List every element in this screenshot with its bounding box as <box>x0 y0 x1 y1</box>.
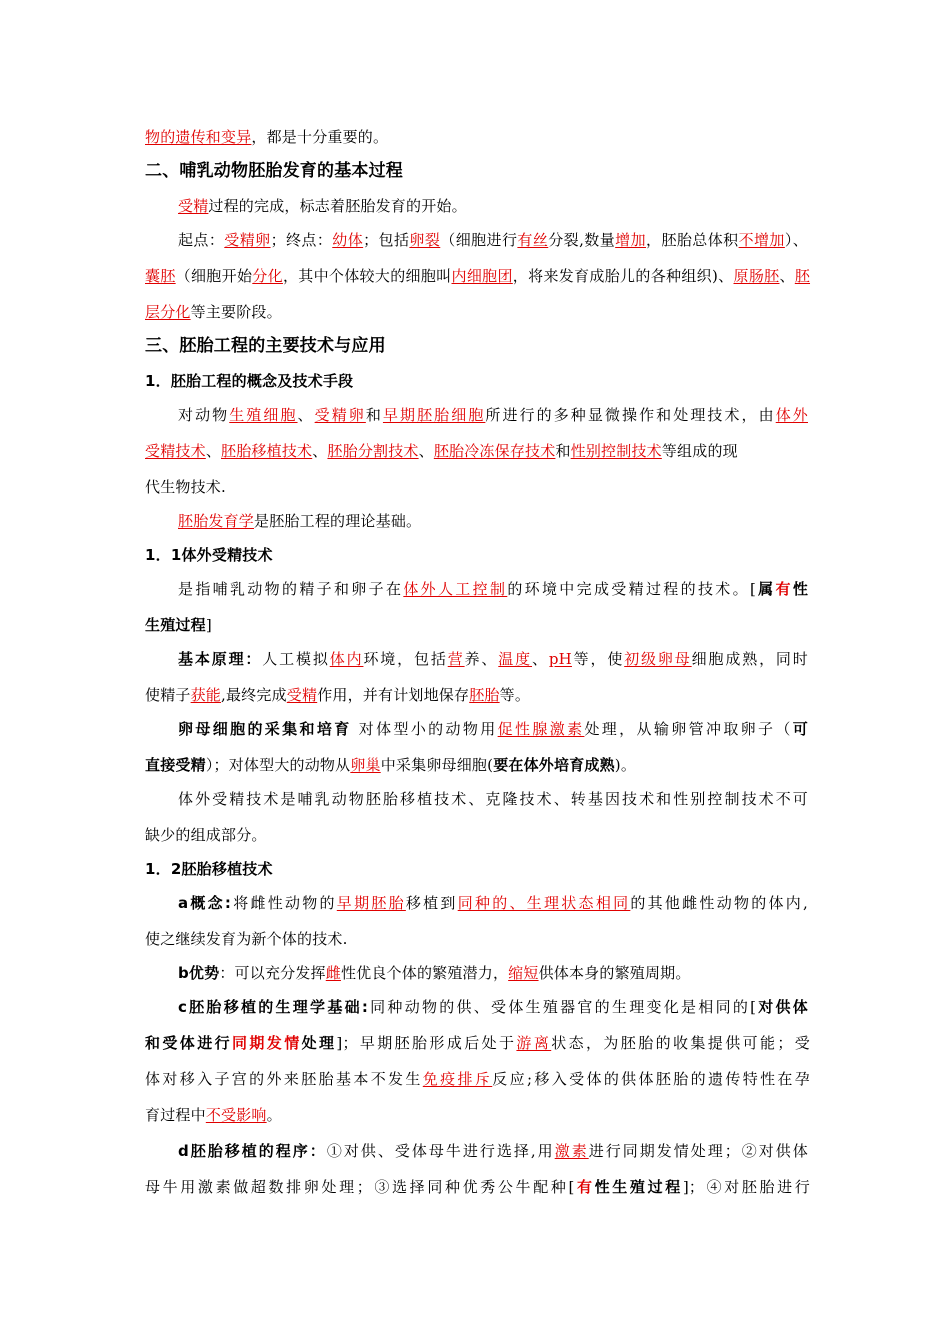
highlighted-term: 雌 <box>325 964 341 982</box>
text-segment: 、 <box>205 442 222 460</box>
text-segment: ，其中个体较大的细胞叫 <box>282 267 452 285</box>
highlighted-term: 促性腺激素 <box>497 720 585 738</box>
text-line-12 <box>178 511 808 531</box>
text-segment: a概念: <box>178 894 232 912</box>
text-segment: 体对移入子宫的外来胚胎基本不发生 <box>145 1070 423 1088</box>
text-segment: 和受体进行 <box>145 1034 232 1052</box>
text-line-27 <box>145 1033 810 1053</box>
text-segment: 、 <box>779 267 795 285</box>
text-segment: 、 <box>532 650 549 668</box>
highlighted-term: 胚胎 <box>469 686 500 704</box>
text-segment: ；终点： <box>270 231 333 249</box>
text-line-16 <box>178 649 808 669</box>
text-segment: 二、哺乳动物胚胎发育的基本过程 <box>145 161 403 181</box>
text-segment: 、 <box>418 442 434 460</box>
text-line-13 <box>145 545 810 565</box>
text-segment: ] <box>205 616 212 634</box>
highlighted-term: 性别控制技术 <box>570 442 662 460</box>
text-line-31 <box>145 1177 810 1197</box>
text-segment: ①对供、受体母牛进行选择,用 <box>326 1142 555 1160</box>
text-segment: （细胞开始 <box>175 267 253 285</box>
text-segment: 直接受精 <box>145 756 206 774</box>
text-line-11 <box>145 477 810 497</box>
text-segment: 人工模拟 <box>262 650 330 668</box>
text-line-17 <box>145 685 810 705</box>
text-segment: 可 <box>792 720 808 738</box>
text-line-26 <box>178 997 808 1017</box>
text-line-19 <box>145 755 810 775</box>
text-segment: 基本原理： <box>178 650 263 668</box>
text-segment: 反应;移入受体的供体胚胎的遗传特性在孕 <box>492 1070 810 1088</box>
text-segment: ，将来发育成胎儿的各种组织)、 <box>512 267 734 285</box>
text-segment: 等。 <box>499 686 531 704</box>
text-segment: 三、胚胎工程的主要技术与应用 <box>145 336 386 356</box>
text-segment: 使之继续发育为新个体的技术. <box>145 930 348 948</box>
text-line-29 <box>145 1105 810 1125</box>
text-segment: 卵母细胞的采集和培育 <box>178 720 352 738</box>
text-segment: b优势 <box>178 964 220 982</box>
highlighted-term: 内细胞团 <box>451 267 513 285</box>
highlighted-term: 囊胚 <box>145 267 176 285</box>
highlighted-term: 营 <box>447 650 465 668</box>
text-segment: 过程的完成，标志着胚胎发育的开始。 <box>208 197 467 215</box>
text-segment: 的其他雌性动物的体内, <box>630 894 808 912</box>
highlighted-term: 游离 <box>516 1034 552 1052</box>
text-segment: 。 <box>266 1106 282 1124</box>
text-segment: 体外受精技术是哺乳动物胚胎移植技术、克隆技术、转基因技术和性别控制技术不可 <box>178 790 808 808</box>
text-segment: 细胞成熟，同时 <box>691 650 808 668</box>
text-segment: 等主要阶段。 <box>190 303 282 321</box>
highlighted-term: 不受影响 <box>205 1106 267 1124</box>
text-segment: ：可以充分发挥 <box>219 964 326 982</box>
text-segment: 对供体 <box>756 998 808 1016</box>
text-line-3 <box>178 196 808 216</box>
text-segment: 使精子 <box>145 686 191 704</box>
text-segment: 和 <box>555 442 571 460</box>
highlighted-term: 有 <box>574 1178 595 1196</box>
highlighted-term: 受精技术 <box>145 442 206 460</box>
text-segment: 中采集卵母细胞( <box>380 756 494 774</box>
highlighted-term: 有 <box>775 580 793 598</box>
text-segment: 和 <box>365 406 383 424</box>
text-segment: 性优良个体的繁殖潜力， <box>340 964 509 982</box>
text-line-8 <box>145 371 810 391</box>
text-segment: 状态，为胚胎的收集提供可能；受 <box>551 1034 810 1052</box>
text-line-28 <box>145 1069 810 1089</box>
text-segment: ]；④对胚胎进行 <box>682 1178 810 1196</box>
text-segment: 对动物 <box>178 406 230 424</box>
text-segment: 的环境中完成受精过程的技术。[ <box>507 580 757 598</box>
text-line-2 <box>145 160 810 182</box>
highlighted-term: 受精卵 <box>314 406 366 424</box>
text-segment: 、 <box>312 442 328 460</box>
text-segment: 要在体外培育成熟 <box>493 756 615 774</box>
text-segment: 代生物技术. <box>145 478 226 496</box>
highlighted-term: 胚胎冷冻保存技术 <box>433 442 556 460</box>
text-segment: 1．2胚胎移植技术 <box>145 860 273 878</box>
text-line-15 <box>145 615 810 635</box>
text-segment: 是指哺乳动物的精子和卵子在 <box>178 580 404 598</box>
text-segment: 处理，从输卵管冲取卵子（ <box>584 720 793 738</box>
highlighted-term: 初级卵母 <box>624 650 692 668</box>
text-segment: 对体型小的动物用 <box>351 720 498 738</box>
text-segment: 育过程中 <box>145 1106 206 1124</box>
text-segment: 供体本身的繁殖周期。 <box>538 964 691 982</box>
text-segment: 进行同期发情处理；②对供体 <box>588 1142 808 1160</box>
text-segment: 将雌性动物的 <box>231 894 337 912</box>
text-segment: )。 <box>614 756 637 774</box>
text-line-18 <box>178 719 808 739</box>
highlighted-term: 早期胚胎 <box>336 894 406 912</box>
highlighted-term: 温度 <box>498 650 533 668</box>
text-segment: ]；早期胚胎形成后处于 <box>336 1034 517 1052</box>
highlighted-term: 层分化 <box>145 303 191 321</box>
text-segment: ,最终完成 <box>221 686 287 704</box>
text-segment: （细胞进行 <box>440 231 518 249</box>
text-segment: 母牛用激素做超数排卵处理；③选择同种优秀公牛配种[ <box>145 1178 575 1196</box>
highlighted-term: pH <box>548 650 572 668</box>
highlighted-term: 卵裂 <box>409 231 441 249</box>
highlighted-term: 胚 <box>794 267 811 285</box>
highlighted-term: 原肠胚 <box>733 267 780 285</box>
text-segment: 缺少的组成部分。 <box>145 826 267 844</box>
text-line-25 <box>178 963 808 983</box>
highlighted-term: 不增加 <box>738 231 785 249</box>
text-segment: 生殖过程 <box>145 616 206 634</box>
text-line-23 <box>178 893 808 913</box>
text-line-7 <box>145 335 810 357</box>
highlighted-term: 早期胚胎细胞 <box>382 406 486 424</box>
highlighted-term: 增加 <box>615 231 647 249</box>
text-segment: 分裂,数量 <box>548 231 616 249</box>
text-segment: 1．1体外受精技术 <box>145 546 273 564</box>
text-line-6 <box>145 302 810 322</box>
text-line-9 <box>178 405 808 425</box>
highlighted-term: 缩短 <box>508 964 539 982</box>
highlighted-term: 有丝 <box>517 231 549 249</box>
text-segment: 性 <box>792 580 809 598</box>
text-line-30 <box>178 1141 808 1161</box>
highlighted-term: 卵巢 <box>350 756 381 774</box>
text-line-24 <box>145 929 810 949</box>
text-segment: c胚胎移植的生理学基础: <box>178 998 369 1016</box>
text-segment: ；包括 <box>363 231 410 249</box>
highlighted-term: 体内 <box>329 650 364 668</box>
highlighted-term: 胚胎移植技术 <box>221 442 313 460</box>
text-segment: 环境，包括 <box>363 650 448 668</box>
text-segment: 等，使 <box>571 650 625 668</box>
text-segment: ，胚胎总体积 <box>646 231 739 249</box>
text-segment: 等组成的现 <box>661 442 738 460</box>
text-segment: d胚胎移植的程序： <box>178 1142 327 1160</box>
highlighted-term: 受精 <box>178 197 209 215</box>
highlighted-term: 激素 <box>554 1142 589 1160</box>
text-segment: 处理 <box>301 1034 337 1052</box>
text-segment: 属 <box>756 580 776 598</box>
text-line-10 <box>145 441 810 461</box>
highlighted-term: 生殖细胞 <box>229 406 298 424</box>
highlighted-term: 受精 <box>286 686 318 704</box>
text-segment: 是胚胎工程的理论基础。 <box>254 512 422 530</box>
text-segment: 所进行的多种显微操作和处理技术，由 <box>485 406 776 424</box>
text-line-22 <box>145 859 810 879</box>
highlighted-term: 胚胎分割技术 <box>327 442 419 460</box>
highlighted-term: 受精卵 <box>224 231 271 249</box>
highlighted-term: 免疫排斥 <box>422 1070 493 1088</box>
text-segment: 作用，并有计划地保存 <box>317 686 470 704</box>
highlighted-term: 体外人工控制 <box>403 580 508 598</box>
text-line-14 <box>178 579 808 599</box>
text-segment: ）；对体型大的动物从 <box>205 756 351 774</box>
text-line-5 <box>145 266 810 286</box>
text-segment: 起点： <box>178 231 225 249</box>
highlighted-term: 获能 <box>190 686 222 704</box>
highlighted-term: 幼体 <box>332 231 364 249</box>
text-line-1 <box>145 127 810 147</box>
text-segment: ）、 <box>784 231 808 249</box>
text-segment: 性生殖过程 <box>594 1178 683 1196</box>
text-segment: 移植到 <box>405 894 458 912</box>
highlighted-term: 分化 <box>252 267 283 285</box>
highlighted-term: 体外 <box>775 406 808 424</box>
text-line-4 <box>178 230 808 250</box>
text-segment: 、 <box>297 406 315 424</box>
text-segment: 养、 <box>464 650 499 668</box>
highlighted-term: 胚胎发育学 <box>178 512 255 530</box>
highlighted-term: 同期发情 <box>232 1034 302 1052</box>
text-segment: 同种动物的供、受体生殖器官的生理变化是相同的[ <box>368 998 757 1016</box>
text-segment: 1．胚胎工程的概念及技术手段 <box>145 372 354 390</box>
highlighted-term: 物的遗传和变异 <box>145 128 252 146</box>
highlighted-term: 同种的、生理状态相同 <box>457 894 631 912</box>
text-segment: ，都是十分重要的。 <box>251 128 389 146</box>
text-line-21 <box>145 825 810 845</box>
text-line-20 <box>178 789 808 809</box>
